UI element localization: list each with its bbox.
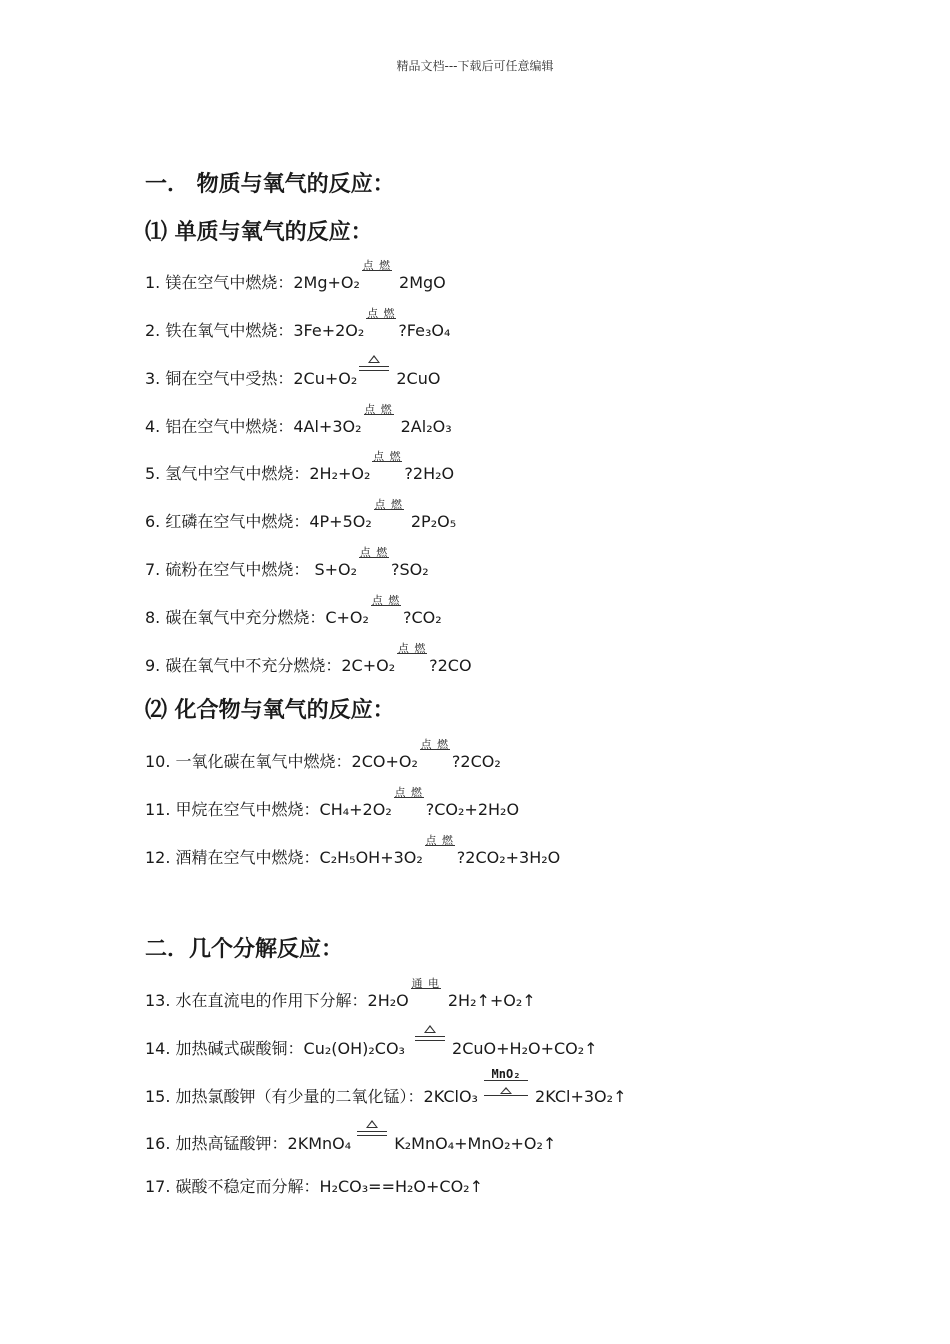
reaction-product: 2CuO bbox=[391, 369, 441, 388]
reaction-line bbox=[145, 1129, 556, 1154]
heat-triangle-icon bbox=[359, 364, 389, 384]
ignite-condition-sign: 点 燃 bbox=[420, 738, 450, 751]
reaction-text: 14. 加热碱式碳酸铜：Cu₂(OH)₂CO₃ bbox=[145, 1039, 405, 1058]
reaction-line bbox=[145, 594, 442, 628]
reaction-text: 2. 铁在氧气中燃烧：3Fe+2O₂ bbox=[145, 321, 365, 340]
reaction-line bbox=[145, 1034, 598, 1059]
reaction-text: 15. 加热氯酸钾（有少量的二氧化锰）：2KClO₃ bbox=[145, 1087, 478, 1106]
heat-triangle-icon bbox=[357, 1129, 387, 1149]
heat-triangle-icon bbox=[415, 1034, 445, 1054]
reaction-line bbox=[145, 738, 501, 772]
reaction-text: 7. 硫粉在空气中燃烧： S+O₂ bbox=[145, 560, 358, 579]
ignite-condition-sign: 点 燃 bbox=[359, 546, 389, 559]
reaction-product: ?2H₂O bbox=[404, 464, 455, 483]
reaction-product: 2Al₂O₃ bbox=[395, 417, 452, 436]
reaction-line bbox=[145, 498, 457, 532]
reaction-text: 9. 碳在氧气中不充分燃烧：2C+O₂ bbox=[145, 656, 396, 675]
reaction-product: ?CO₂+2H₂O bbox=[425, 800, 520, 819]
reaction-text: 1. 镁在空气中燃烧：2Mg+O₂ bbox=[145, 273, 360, 292]
section-2-heading: 二．几个分解反应： bbox=[145, 937, 344, 962]
reaction-text: 4. 铝在空气中燃烧：4Al+3O₂ bbox=[145, 417, 362, 436]
ignite-condition-sign: 点 燃 bbox=[371, 594, 401, 607]
reaction-line bbox=[145, 977, 536, 1011]
reaction-text: 16. 加热高锰酸钾：2KMnO₄ bbox=[145, 1134, 352, 1153]
reaction-product: 2P₂O₅ bbox=[405, 512, 457, 531]
reaction-line bbox=[145, 450, 455, 484]
ignite-condition-sign: 点 燃 bbox=[374, 498, 404, 511]
reaction-product: 2H₂↑+O₂↑ bbox=[442, 991, 536, 1010]
reaction-line bbox=[145, 403, 452, 437]
reaction-text: 11. 甲烷在空气中燃烧：CH₄+2O₂ bbox=[145, 800, 392, 819]
reaction-product: K₂MnO₄+MnO₂+O₂↑ bbox=[389, 1134, 557, 1153]
reaction-line bbox=[145, 364, 440, 389]
reaction-product: ?Fe₃O₄ bbox=[398, 321, 451, 340]
reaction-product: 2CuO+H₂O+CO₂↑ bbox=[446, 1039, 598, 1058]
reaction-text: 12. 酒精在空气中燃烧：C₂H₅OH+3O₂ bbox=[145, 848, 423, 867]
ignite-condition-sign: 点 燃 bbox=[394, 786, 423, 799]
reaction-line bbox=[145, 834, 561, 868]
ignite-condition-sign: 点 燃 bbox=[425, 834, 455, 847]
reaction-text: 6. 红磷在空气中燃烧：4P+5O₂ bbox=[145, 512, 372, 531]
reaction-line bbox=[145, 786, 520, 820]
reaction-product: ?CO₂ bbox=[402, 608, 442, 627]
page-header-watermark: 精品文档---下载后可任意编辑 bbox=[396, 59, 554, 73]
subsection-1-heading: ⑴ 单质与氧气的反应： bbox=[145, 220, 373, 245]
reaction-product: ?2CO₂+3H₂O bbox=[456, 848, 561, 867]
reaction-text: 17. 碳酸不稳定而分解：H₂CO₃==H₂O+CO₂↑ bbox=[145, 1177, 484, 1196]
ignite-condition-sign: 点 燃 bbox=[373, 450, 402, 463]
reaction-line bbox=[145, 259, 446, 293]
reaction-product: 2KCl+3O₂↑ bbox=[529, 1087, 627, 1106]
reaction-product: ?SO₂ bbox=[391, 560, 429, 579]
reaction-line bbox=[145, 1067, 627, 1107]
reaction-line bbox=[145, 307, 451, 341]
reaction-text: 3. 铜在空气中受热：2Cu+O₂ bbox=[145, 369, 358, 388]
subsection-2-heading: ⑵ 化合物与氧气的反应： bbox=[145, 698, 395, 723]
reaction-product: ?2CO₂ bbox=[451, 752, 501, 771]
section-1-heading: 一． 物质与氧气的反应： bbox=[145, 172, 395, 197]
reaction-line bbox=[145, 546, 429, 580]
reaction-product: ?2CO bbox=[429, 656, 472, 675]
ignite-condition-sign: 点 燃 bbox=[364, 403, 393, 416]
electricity-condition-sign: 通 电 bbox=[411, 977, 441, 990]
ignite-condition-sign: 点 燃 bbox=[362, 259, 392, 272]
reaction-text: 10. 一氧化碳在氧气中燃烧：2CO+O₂ bbox=[145, 752, 418, 771]
reaction-line bbox=[145, 642, 472, 676]
catalyst-heat-condition-sign: MnO₂ bbox=[484, 1082, 528, 1102]
ignite-condition-sign: 点 燃 bbox=[367, 307, 396, 320]
reaction-line bbox=[145, 1177, 483, 1197]
reaction-text: 5. 氢气中空气中燃烧：2H₂+O₂ bbox=[145, 464, 371, 483]
reaction-text: 8. 碳在氧气中充分燃烧：C+O₂ bbox=[145, 608, 369, 627]
reaction-text: 13. 水在直流电的作用下分解：2H₂O bbox=[145, 991, 409, 1010]
ignite-condition-sign: 点 燃 bbox=[397, 642, 427, 655]
reaction-product: 2MgO bbox=[393, 273, 446, 292]
